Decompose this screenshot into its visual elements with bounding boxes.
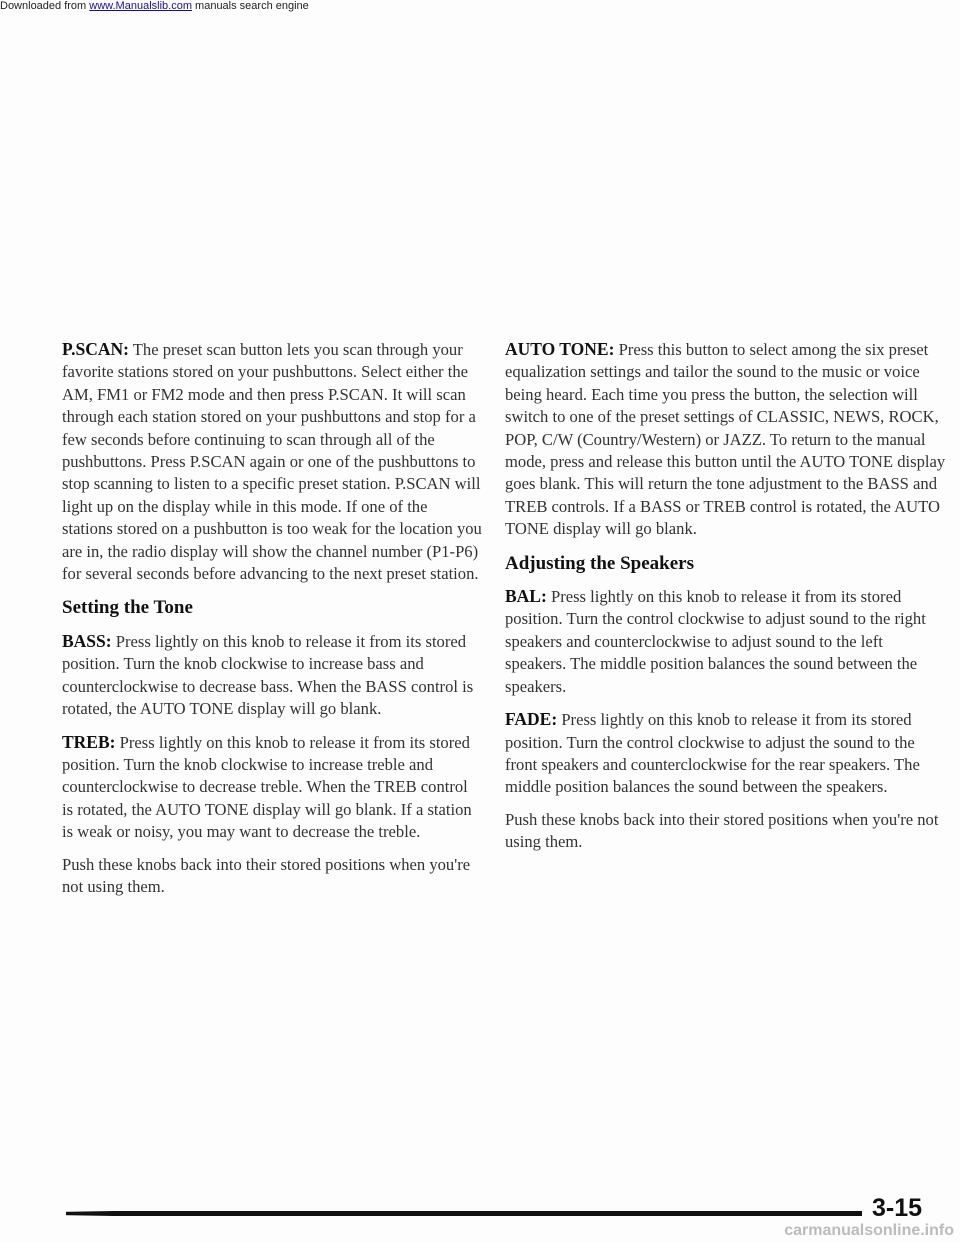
- fade-term: FADE:: [505, 709, 558, 730]
- auto-tone-text: Press this button to select among the six preset equalization settings and tailor the sound to the music or voice being heard. Each time you press the button, the selection will switch to one of the preset settings of CLASSIC, NEWS, ROCK, POP, C/W (Country/Western) or JAZZ. To return to the manual mode, press and release this button until the AUTO TONE display goes blank. This will return the tone adjustment to the BASS and TREB controls. If a BASS or TREB control is rotated, the AUTO TONE display will go blank.: [505, 340, 946, 539]
- setting-tone-heading: Setting the Tone: [62, 597, 193, 619]
- fade-text: Press lightly on this knob to release it from its stored position. Turn the control clockwise to adjust the sound to the front speakers and counterclockwise for the rear speakers. The middle position balances the sound between the speakers.: [505, 710, 920, 797]
- manualslib-link[interactable]: www.Manualslib.com: [89, 0, 192, 12]
- bass-term: BASS:: [62, 630, 112, 651]
- pscan-paragraph: [62, 338, 482, 585]
- page-number: 3-15: [872, 1194, 923, 1222]
- pscan-text: The preset scan button lets you scan through your favorite stations stored on your pushbuttons. Select either the AM, FM1 or FM2 mode and then press P.SCAN. It will scan through each station stored on your pushbuttons and stop for a few seconds before continuing to scan through all of the pushbuttons. Press P.SCAN again or one of the pushbuttons to stop scanning to listen to a specific preset station. P.SCAN will light up on the display while in this mode. If one of the stations stored on a pushbutton is too weak for the location you are in, the radio display will show the channel number (P1-P6) for several seconds before advancing to the next preset station.: [62, 340, 482, 584]
- push-knobs-paragraph-right: Push these knobs back into their stored positions when you're not using them.: [505, 809, 939, 852]
- download-banner: [0, 0, 309, 12]
- bal-paragraph: [505, 585, 947, 698]
- fade-paragraph: [505, 708, 947, 799]
- right-column: [505, 338, 947, 864]
- bass-text: Press lightly on this knob to release it from its stored position. Turn the knob clockwise to increase bass and counterclockwise to decrease bass. When the BASS control is rotated, the AUTO TONE display will go blank.: [62, 631, 474, 719]
- treb-text: Press lightly on this knob to release it from its stored position. Turn the knob clockwise to increase treble and counterclockwise to decrease treble. When the TREB control is rotated, the AUTO TONE display will go blank. If a station is weak or noisy, you may want to decrease the treble.: [62, 732, 472, 842]
- left-column: [62, 338, 482, 908]
- bass-paragraph: [62, 630, 482, 721]
- download-banner-prefix: Downloaded from: [0, 0, 90, 12]
- treb-paragraph: [62, 731, 482, 844]
- bal-term: BAL:: [505, 586, 547, 607]
- treb-term: TREB:: [62, 731, 116, 752]
- auto-tone-term: AUTO TONE:: [505, 339, 615, 359]
- footer-rule: [66, 1212, 862, 1215]
- adjusting-speakers-heading: Adjusting the Speakers: [505, 552, 694, 574]
- pscan-term: P.SCAN:: [62, 339, 129, 359]
- push-knobs-paragraph-left: Push these knobs back into their stored positions when you're not using them.: [62, 854, 471, 896]
- auto-tone-paragraph: [505, 338, 947, 541]
- download-banner-suffix: manuals search engine: [191, 0, 309, 12]
- watermark: carmanualsonline.info: [784, 1222, 954, 1239]
- bal-text: Press lightly on this knob to release it from its stored position. Turn the control clockwise to adjust sound to the right speakers and counterclockwise to adjust sound to the left speakers. The middle position balances the sound between the speakers.: [505, 587, 926, 696]
